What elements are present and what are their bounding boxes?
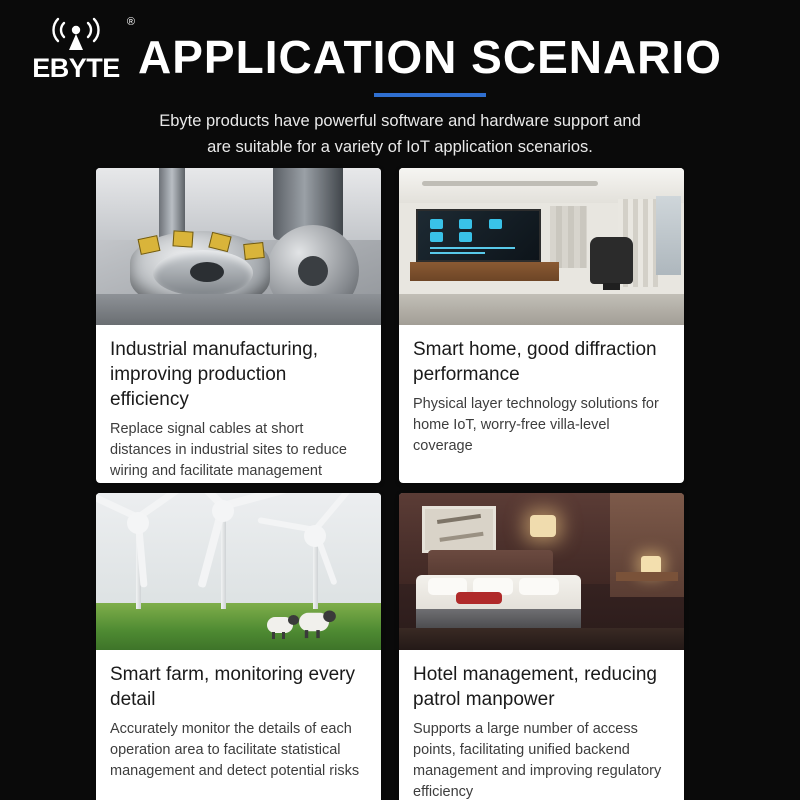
card-title: Smart farm, monitoring every detail xyxy=(110,664,355,710)
card-title: Industrial manufacturing, improving production efficiency xyxy=(110,339,319,410)
page-header xyxy=(0,0,800,168)
page-subtitle: Ebyte products have powerful software and hardware support and are suitable for a variety of IoT application scenarios. xyxy=(159,112,641,156)
scenario-card[interactable] xyxy=(399,168,684,483)
card-description: Physical layer technology solutions for home IoT, worry-free villa-level coverage xyxy=(413,396,659,454)
industrial-machining-photo xyxy=(96,168,381,325)
scenario-card[interactable] xyxy=(96,493,381,800)
hotel-room-photo xyxy=(399,493,684,650)
card-body xyxy=(399,325,684,483)
smart-home-living-room-photo xyxy=(399,168,684,325)
card-title: Hotel management, reducing patrol manpower xyxy=(413,664,657,710)
wind-farm-sheep-photo xyxy=(96,493,381,650)
trademark-symbol: ® xyxy=(126,16,135,28)
scenario-card-grid xyxy=(96,168,704,800)
page-title: APPLICATION SCENARIO xyxy=(138,31,722,83)
card-body xyxy=(96,650,381,800)
card-description: Accurately monitor the details of each operation area to facilitate statistical management and detect potential risks xyxy=(110,721,360,779)
card-body xyxy=(399,650,684,800)
brand-name: EBYTE xyxy=(32,53,120,83)
card-body xyxy=(96,325,381,483)
scenario-card[interactable] xyxy=(399,493,684,800)
card-title: Smart home, good diffraction performance xyxy=(413,339,657,385)
card-description: Replace signal cables at short distances in industrial sites to reduce wiring and facilitate management xyxy=(110,421,347,479)
scenario-card[interactable] xyxy=(96,168,381,483)
card-description: Supports a large number of access points, facilitating unified backend management and improving regulatory efficiency xyxy=(413,721,662,800)
title-underline xyxy=(374,93,486,97)
